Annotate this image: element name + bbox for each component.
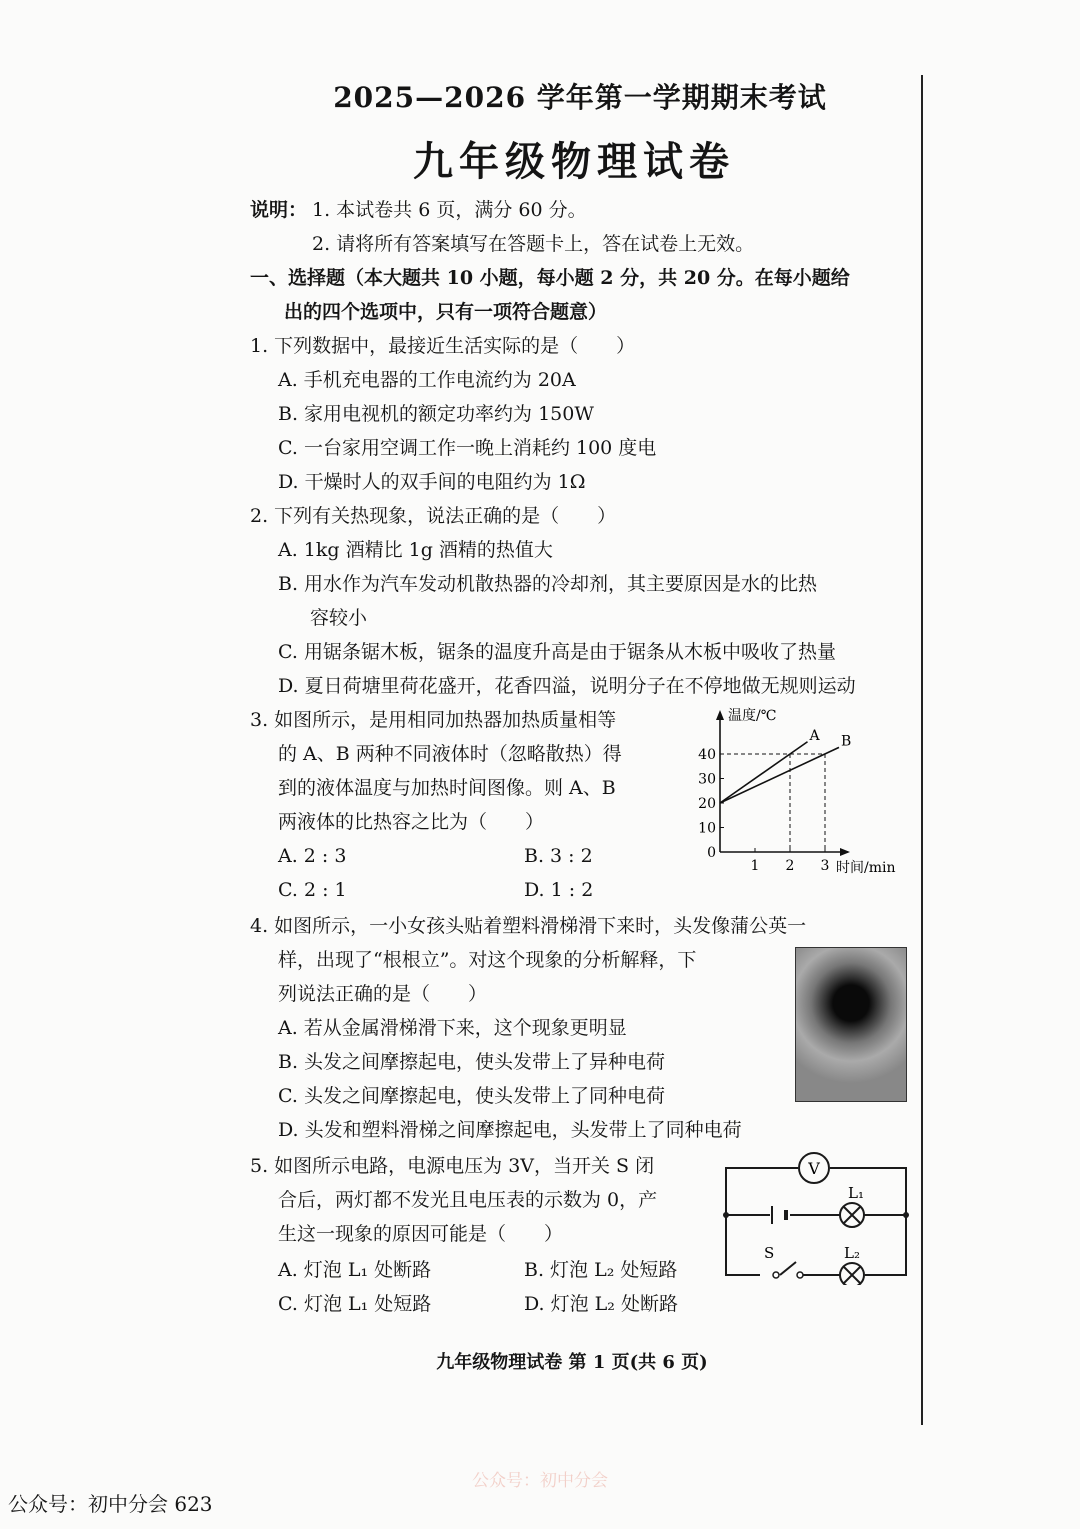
junction-right (903, 1212, 909, 1218)
q2-stem: 2. 下列有关热现象，说法正确的是（ ） (250, 505, 617, 527)
girl-hair-photo (795, 947, 907, 1102)
wire-left-top (726, 1168, 798, 1215)
q4-option-d: D. 头发和塑料滑梯之间摩擦起电，头发带上了同种电荷 (278, 1119, 742, 1141)
y-tick-label: 10 (698, 820, 716, 837)
paper-title: 九年级物理试卷 (413, 138, 735, 185)
q5-option-c: C. 灯泡 L₁ 处短路 (278, 1293, 432, 1315)
instruction-item-1: 1. 本试卷共 6 页，满分 60 分。 (312, 199, 587, 221)
q1-stem: 1. 下列数据中，最接近生活实际的是（ ） (250, 335, 636, 357)
lamp-l1-cross (844, 1207, 860, 1223)
q4-stem-line1: 4. 如图所示，一小女孩头贴着塑料滑梯滑下来时，头发像蒲公英一 (250, 915, 807, 937)
q5-circuit-diagram (718, 1150, 914, 1285)
y-axis-arrow (716, 710, 724, 720)
q2-option-b-cont: 容较小 (310, 607, 368, 629)
q5-stem-line1: 5. 如图所示电路，电源电压为 3V，当开关 S 闭 (250, 1155, 655, 1177)
q5-stem-line3: 生这一现象的原因可能是（ ） (278, 1223, 564, 1245)
y-tick-label: 30 (698, 771, 716, 788)
page-margin-line (921, 75, 923, 1425)
junction-left (723, 1212, 729, 1218)
q3-stem-line4: 两液体的比热容之比为（ ） (278, 811, 545, 833)
watermark-text: 公众号：初中分会 (472, 1471, 608, 1491)
q1-option-a: A. 手机充电器的工作电流约为 20A (278, 369, 576, 391)
x-axis-arrow (840, 848, 850, 856)
q2-option-d: D. 夏日荷塘里荷花盛开，花香四溢，说明分子在不停地做无规则运动 (278, 675, 856, 697)
wire-left-bottom (726, 1215, 760, 1275)
switch-pivot (773, 1272, 779, 1278)
q3-stem-line2: 的 A、B 两种不同液体时（忽略散热）得 (278, 743, 622, 765)
y-tick-label: 40 (698, 747, 716, 763)
q2-option-c: C. 用锯条锯木板，锯条的温度升高是由于锯条从木板中吸收了热量 (278, 641, 836, 663)
q1-option-b: B. 家用电视机的额定功率约为 150W (278, 403, 594, 425)
q4-stem-line2: 样，出现了“根根立”。对这个现象的分析解释，下 (278, 949, 697, 971)
page-footer: 九年级物理试卷 第 1 页(共 6 页) (436, 1352, 708, 1373)
q3-option-c: C. 2 : 1 (278, 879, 347, 901)
x-tick-label: 2 (785, 858, 795, 874)
lamp-l1-label: L₁ (848, 1184, 864, 1202)
series-label-a: A (809, 727, 820, 744)
q1-option-d: D. 干燥时人的双手间的电阻约为 1Ω (278, 471, 586, 493)
series-line-a (720, 742, 808, 803)
q2-option-a: A. 1kg 酒精比 1g 酒精的热值大 (278, 539, 553, 561)
voltmeter-label: V (808, 1159, 820, 1178)
exam-title: 2025—2026 学年第一学期期末考试 (333, 81, 827, 114)
series-line-b (720, 747, 839, 803)
q2-option-b: B. 用水作为汽车发动机散热器的冷却剂，其主要原因是水的比热 (278, 573, 818, 595)
x-axis-label: 时间/min (836, 860, 896, 876)
q3-option-b: B. 3 : 2 (524, 845, 593, 867)
q3-option-a: A. 2 : 3 (278, 845, 347, 867)
switch-contact (797, 1272, 803, 1278)
q3-option-d: D. 1 : 2 (524, 879, 594, 901)
series-label-b: B (841, 733, 852, 750)
section-heading-line1: 一、选择题（本大题共 10 小题，每小题 2 分，共 20 分。在每小题给 (250, 267, 850, 289)
y-tick-label: 0 (707, 845, 716, 861)
y-axis-label: 温度/℃ (728, 708, 777, 724)
x-tick-label: 1 (750, 858, 760, 874)
q5-option-d: D. 灯泡 L₂ 处断路 (524, 1293, 678, 1315)
q4-stem-line3: 列说法正确的是（ ） (278, 983, 488, 1005)
q4-option-b: B. 头发之间摩擦起电，使头发带上了异种电荷 (278, 1051, 666, 1073)
instruction-item-2: 2. 请将所有答案填写在答题卡上，答在试卷上无效。 (312, 233, 755, 255)
instructions-label: 说明： (250, 199, 308, 221)
lamp-l2-label: L₂ (844, 1244, 860, 1262)
q5-option-b: B. 灯泡 L₂ 处短路 (524, 1259, 678, 1281)
q3-stem-line3: 到的液体温度与加热时间图像。则 A、B (278, 777, 616, 799)
q3-stem-line1: 3. 如图所示，是用相同加热器加热质量相等 (250, 709, 617, 731)
q5-option-a: A. 灯泡 L₁ 处断路 (278, 1259, 432, 1281)
q3-temperature-chart (690, 700, 920, 885)
x-tick-label: 3 (820, 858, 830, 874)
switch-label: S (764, 1244, 775, 1262)
bottom-left-label: 公众号：初中分会 623 (8, 1492, 213, 1516)
q4-option-c: C. 头发之间摩擦起电，使头发带上了同种电荷 (278, 1085, 665, 1107)
section-heading-line2: 出的四个选项中，只有一项符合题意） (284, 301, 608, 323)
y-tick-label: 20 (698, 796, 716, 812)
q1-option-c: C. 一台家用空调工作一晚上消耗约 100 度电 (278, 437, 657, 459)
switch-blade (780, 1262, 796, 1275)
q5-stem-line2: 合后，两灯都不发光且电压表的示数为 0，产 (278, 1189, 658, 1211)
lamp-l2-cross (844, 1267, 860, 1283)
q4-option-a: A. 若从金属滑梯滑下来，这个现象更明显 (278, 1017, 627, 1039)
